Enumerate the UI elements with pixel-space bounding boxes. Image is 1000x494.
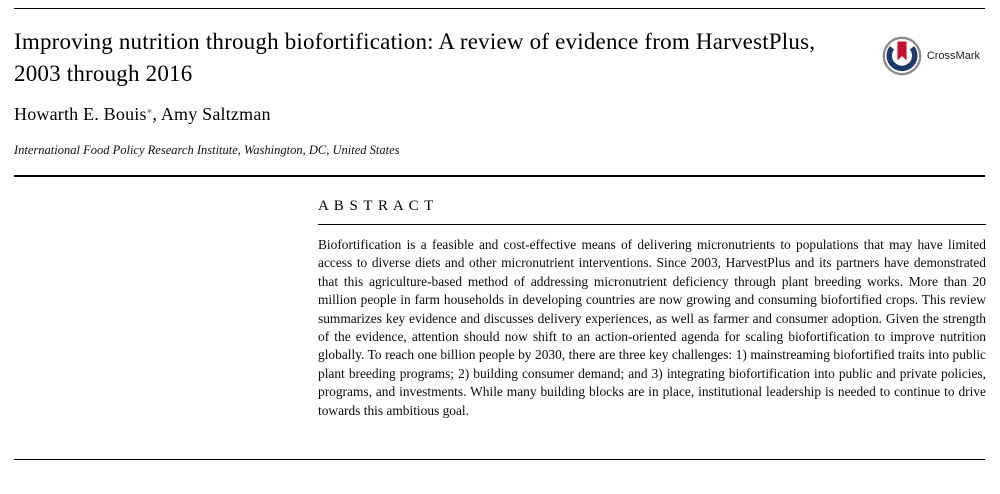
author-separator: , [152, 104, 161, 124]
abstract-text: Biofortification is a feasible and cost-effective means of delivering micronutrients to populations that may have limited access to diverse diets and other micronutrient interventions. Since 2003, HarvestPlus and its partners have demonstrated that this agriculture-based method of addressing micronutrient deficiency through plant breeding works. More than 20 million people in farm households in developing countries are now growing and consuming biofortified crops. This review summarizes key evidence and discusses delivery experiences, as well as farmer and consumer adoption. Given the strength of the evidence, attention should now shift to an action-oriented agenda for scaling biofortification to improve nutrition globally. To reach one billion people by 2030, there are three key challenges: 1) mainstreaming biofortified traits into public plant breeding programs; 2) building consumer demand; and 3) integrating biofortification into public and private policies, programs, and investments. While many building blocks are in place, institutional leadership is needed to continue to drive towards this ambitious goal. [318, 237, 986, 418]
crossmark-button[interactable] [882, 36, 980, 76]
affiliation: International Food Policy Research Institute, Washington, DC, United States [14, 143, 400, 157]
paper-title: Improving nutrition through biofortification: A review of evidence from HarvestPlus, 2003 through 2016 [14, 29, 816, 86]
author-name: Amy Saltzman [160, 104, 271, 124]
header-divider-rule [14, 175, 985, 177]
abstract-heading-rule [318, 224, 986, 225]
abstract-section [318, 198, 986, 420]
author-name: Howarth E. Bouis [14, 104, 147, 124]
crossmark-label: CrossMark [926, 50, 980, 62]
bottom-rule [14, 459, 985, 460]
abstract-heading: A B S T R A C T [318, 198, 435, 214]
corresponding-author-marker[interactable]: ⁎ [146, 104, 153, 116]
author-line [14, 103, 271, 125]
top-rule [14, 8, 985, 9]
crossmark-icon [882, 36, 922, 76]
